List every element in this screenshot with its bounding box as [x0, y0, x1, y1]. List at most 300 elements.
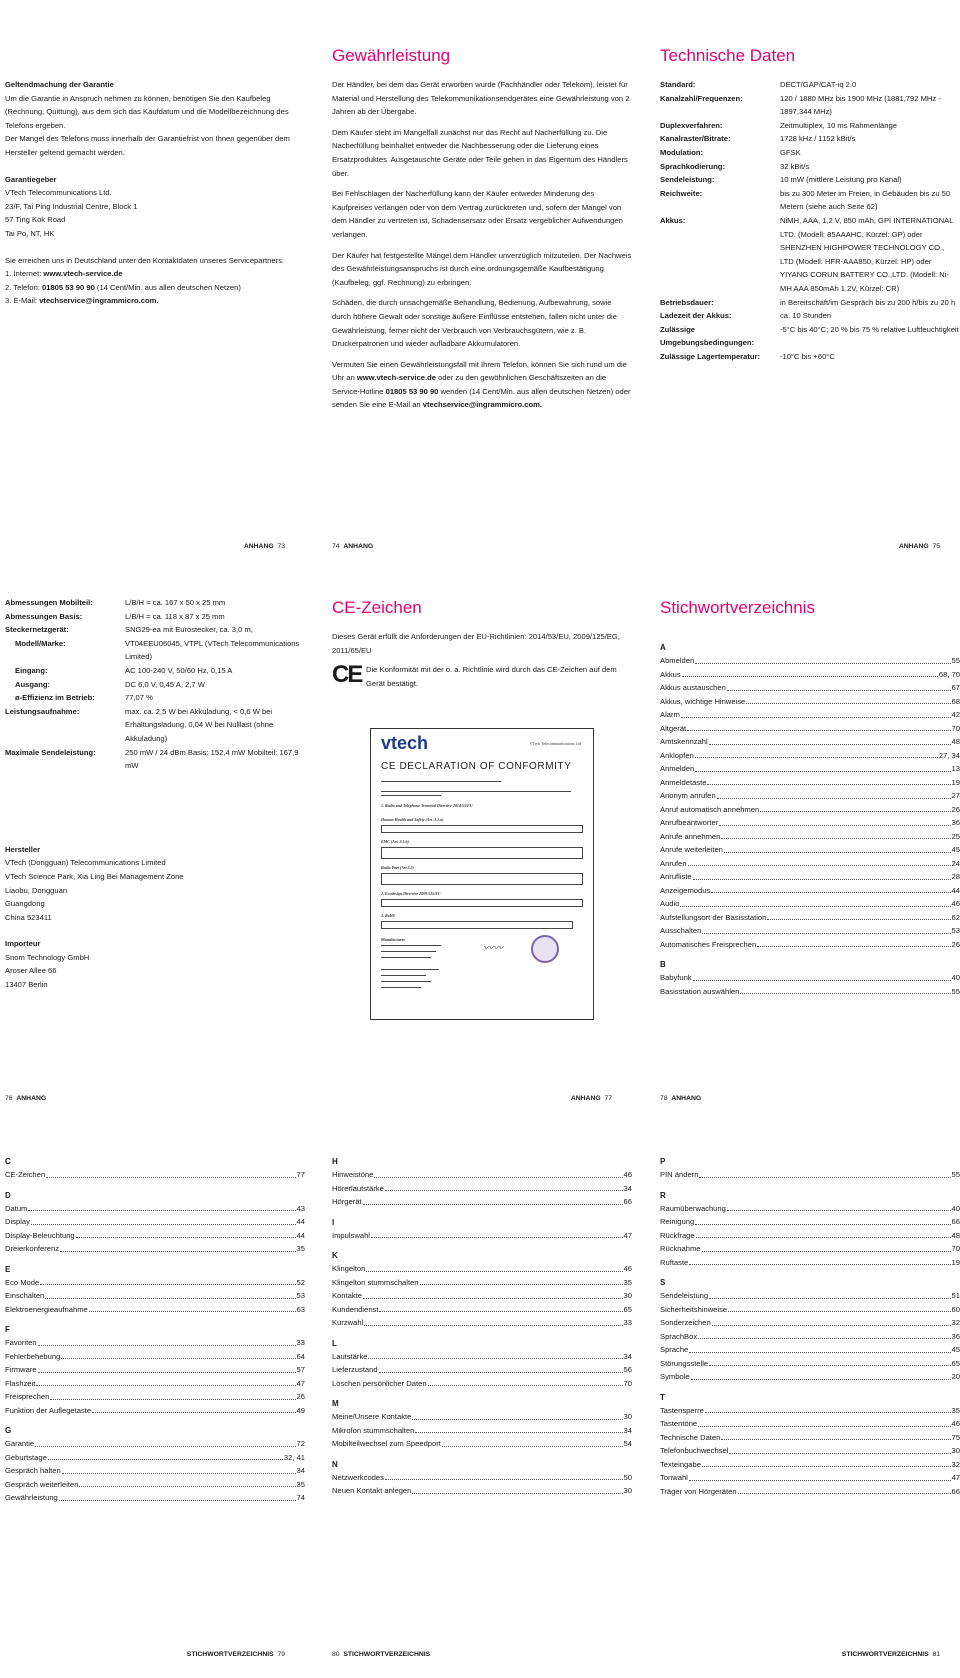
warranty-text-2: Der Mangel des Telefons muss innerhalb der Garantiefrist von Ihnen gegenüber dem Hersteller geltend gemacht werden.	[5, 134, 290, 157]
index-leader	[695, 749, 938, 759]
guarantor-line: 57 Ting Kok Road	[5, 215, 66, 225]
index-leader	[695, 1215, 950, 1225]
index-leader	[38, 1363, 296, 1373]
page-footer: ANHANG 75	[898, 543, 940, 550]
index-term: Geburtstage	[5, 1452, 47, 1462]
spec-label: Akkus:	[660, 215, 686, 225]
service-email-link[interactable]: vtechservice@ingrammicro.com.	[422, 400, 543, 410]
page-footer: 78 ANHANG	[660, 1095, 702, 1102]
index-entry[interactable]	[332, 1316, 632, 1330]
index-entry[interactable]	[332, 1276, 632, 1290]
index-entry[interactable]	[660, 843, 960, 857]
spec-row	[660, 119, 960, 133]
index-page-number: 30	[623, 1412, 632, 1421]
manufacturer-line: Liaobu, Dongguan	[5, 885, 68, 895]
index-entry[interactable]	[5, 1464, 305, 1478]
index-entry[interactable]	[660, 803, 960, 817]
index-entry[interactable]	[660, 911, 960, 925]
index-page-number: 44	[951, 885, 960, 895]
index-letter: C	[5, 1157, 11, 1166]
index-entry[interactable]	[5, 1242, 305, 1256]
index-term: Telefonbuchwechsel	[660, 1446, 729, 1455]
index-letter: P	[660, 1157, 666, 1166]
index-entry[interactable]	[5, 1350, 305, 1364]
index-leader	[374, 1168, 622, 1178]
index-page-number: 30	[623, 1486, 632, 1495]
index-page-number: 34	[623, 1183, 632, 1193]
index-entry[interactable]	[660, 884, 960, 898]
index-entry[interactable]	[660, 1485, 960, 1499]
decl-line	[381, 957, 431, 958]
spec-label: Ladezeit der Akkus:	[660, 311, 732, 321]
index-page-number: 36	[951, 1331, 960, 1341]
index-term: Reinigung	[660, 1217, 695, 1226]
index-leader	[727, 1202, 951, 1212]
decl-line	[381, 791, 571, 792]
index-leader	[719, 816, 950, 826]
signature-icon: 〰〰	[483, 943, 503, 954]
spec-label: Maximale Sendeleistung:	[5, 747, 96, 757]
index-term: Ausschalten	[660, 926, 702, 935]
index-leader	[687, 722, 950, 732]
spec-value: 120 / 1880 MHz bis 1900 MHz (1881,792 MHz - 1897,344 MHz)	[780, 93, 941, 117]
index-term: Sonderzeichen	[660, 1318, 711, 1327]
index-entry[interactable]	[660, 1256, 960, 1270]
index-entry[interactable]	[660, 708, 960, 722]
spec-value: max. ca. 2,5 W bei Akkuladung, < 0,6 W bei Erhaltungsladung, 0,04 W bei Nulllast (ohne Akkuladung)	[125, 706, 274, 743]
spec-label: Ausgang:	[15, 679, 51, 689]
index-leader	[689, 1256, 950, 1266]
index-entry[interactable]	[332, 1289, 632, 1303]
index-letter: L	[332, 1338, 337, 1348]
index-page-number: 46	[951, 899, 960, 908]
index-page-number: 66	[951, 1217, 960, 1226]
index-page-number: 32, 41	[283, 1452, 305, 1462]
index-term: Raumüberwachung	[660, 1203, 726, 1213]
index-entry[interactable]	[660, 749, 960, 763]
conformity-text: Die Konformität mit der o. a. Richtlinie wird durch das CE-Zeichen auf dem Gerät bestätigt.	[366, 665, 617, 688]
index-leader	[689, 1343, 950, 1353]
index-term: Fehlerbehebung	[5, 1351, 61, 1361]
index-page-number: 50	[623, 1472, 632, 1482]
spec-row	[5, 637, 305, 664]
spec-label: Duplexverfahren:	[660, 120, 723, 130]
spec-label: Betriebsdauer:	[660, 297, 714, 307]
index-term: Anruf automatisch annehmen	[660, 804, 760, 814]
service-website-link[interactable]: www.vtech-service.de	[356, 373, 436, 383]
index-term: Babyfunk	[660, 973, 692, 982]
index-entry[interactable]	[660, 789, 960, 803]
service-website-link[interactable]: www.vtech-service.de	[43, 269, 123, 279]
decl-box	[381, 847, 583, 859]
index-term: Hörerlautstärke	[332, 1183, 384, 1193]
index-entry[interactable]	[332, 1262, 632, 1276]
index-term: Meine/Unsere Kontakte	[332, 1412, 412, 1421]
index-term: Basisstation auswählen	[660, 986, 740, 996]
index-list	[332, 1156, 632, 1498]
contact-phone: 2. Telefon: 01805 53 90 90 (14 Cent/Min. aus allen deutschen Netzen)	[5, 282, 241, 292]
decl-section: 2. Ecodesign Directive 2009/125/EC	[381, 891, 441, 896]
index-leader	[680, 897, 950, 907]
index-term: Einschalten	[5, 1291, 45, 1300]
index-page-number: 68, 70	[938, 669, 960, 679]
spec-value: VT04EEU06045, VTPL (VTech Telecommunications Limited)	[125, 638, 300, 662]
tech-data-table	[5, 596, 305, 773]
index-leader	[428, 1377, 623, 1387]
service-email-link[interactable]: vtechservice@ingrammicro.com.	[39, 296, 159, 306]
index-entry[interactable]	[332, 1303, 632, 1317]
index-term: Sprache	[660, 1345, 689, 1354]
index-entry[interactable]	[5, 1363, 305, 1377]
index-entry[interactable]	[5, 1276, 305, 1290]
spec-label: ø-Effizienz im Betrieb:	[15, 693, 95, 703]
index-page-number: 51	[951, 1291, 960, 1300]
index-page-number: 68	[951, 696, 960, 706]
index-term: Klingelton	[332, 1264, 366, 1273]
index-letter: I	[332, 1217, 335, 1227]
index-leader	[79, 1478, 295, 1488]
index-term: Aufstellungsort der Basisstation	[660, 912, 767, 922]
index-leader	[36, 1377, 295, 1387]
index-page-number: 13	[951, 764, 960, 773]
index-entry[interactable]	[332, 1484, 632, 1498]
index-term: Altgerät	[660, 723, 687, 733]
index-entry[interactable]	[332, 1168, 632, 1182]
spec-value: Zeitmultiplex, 10 ms Rahmenlänge	[780, 120, 897, 130]
index-page-number: 36	[951, 818, 960, 827]
index-term: Neuen Kontakt anlegen	[332, 1486, 412, 1495]
spec-row	[660, 323, 960, 350]
index-entry[interactable]	[332, 1410, 632, 1424]
manufacturer-line: VTech (Dongguan) Telecommunications Limited	[5, 858, 166, 868]
spec-value: 1728 kHz / 1152 kBit/s	[780, 134, 856, 144]
index-leader	[709, 1289, 950, 1299]
index-entry[interactable]	[660, 857, 960, 871]
index-term: Dreierkonferenz	[5, 1244, 60, 1253]
index-page-number: 65	[623, 1304, 632, 1314]
index-entry[interactable]	[660, 1404, 960, 1418]
index-entry[interactable]	[660, 1417, 960, 1431]
index-letter: K	[332, 1251, 338, 1260]
index-term: Amtskennzahl	[660, 737, 708, 746]
index-page-number: 62	[951, 912, 960, 922]
index-page-number: 45	[951, 845, 960, 854]
spec-label: Modell/Marke:	[15, 638, 66, 648]
manufacturer-title: Hersteller	[5, 844, 41, 854]
index-entry[interactable]	[332, 1471, 632, 1485]
index-leader	[385, 1182, 623, 1192]
index-entry[interactable]	[332, 1363, 632, 1377]
index-leader	[702, 1458, 951, 1468]
index-entry[interactable]	[660, 1458, 960, 1472]
spec-row	[5, 664, 305, 678]
index-page-number: 34	[623, 1425, 632, 1435]
index-entry[interactable]	[5, 1451, 305, 1465]
decl-line	[381, 951, 436, 952]
index-term: Anklopfen	[660, 750, 694, 760]
tech-data-table	[660, 78, 960, 363]
index-term: Display-Beleuchtung	[5, 1230, 75, 1240]
index-leader	[379, 1363, 623, 1373]
index-term: Sendeleistung	[660, 1291, 709, 1300]
index-leader	[46, 1168, 295, 1178]
index-leader	[727, 681, 951, 691]
index-term: Lieferzustand	[332, 1365, 378, 1374]
spec-row	[660, 350, 960, 364]
index-list	[5, 1156, 305, 1505]
index-term: Mikrofon stummschalten	[332, 1425, 415, 1435]
index-entry[interactable]	[660, 722, 960, 736]
spec-row	[660, 78, 960, 92]
paragraph: Der Käufer hat festgestellte Mängel dem Händler unverzüglich mitzuteilen. Der Nachweis des Gewährleistungsanspruchs ist durch eine ordnungsgemäße Kaufbestätigung (Kaufbeleg, ggf. Rechnung) zu erbringen.	[332, 250, 632, 287]
spec-row	[660, 173, 960, 187]
importer-line: Snom Technology GmbH	[5, 952, 90, 962]
index-page-number: 30	[623, 1291, 632, 1300]
index-entry[interactable]	[660, 654, 960, 668]
index-entry[interactable]	[660, 830, 960, 844]
spec-row	[5, 678, 305, 692]
index-leader	[693, 971, 951, 981]
index-leader	[724, 843, 951, 853]
spec-value: DC 6,0 V, 0,45 A, 2,7 W	[125, 679, 205, 689]
index-leader	[60, 1242, 296, 1252]
index-leader	[721, 830, 950, 840]
index-page-number: 34	[296, 1466, 305, 1475]
index-entry[interactable]	[5, 1491, 305, 1505]
spec-label: Eingang:	[15, 665, 48, 675]
spec-label: Zulässige Lagertemperatur:	[660, 351, 761, 361]
index-leader	[712, 1316, 951, 1326]
page-footer: 80 STICHWORTVERZEICHNIS	[332, 1651, 431, 1658]
index-term: Elektroenergieaufnahme	[5, 1304, 88, 1314]
index-entry[interactable]	[332, 1229, 632, 1243]
spec-row	[660, 92, 960, 119]
index-page-number: 35	[951, 1405, 960, 1415]
spec-label: Kanalzahl/Frequenzen:	[660, 93, 743, 103]
index-page-number: 53	[296, 1291, 305, 1300]
index-entry[interactable]	[660, 1303, 960, 1317]
index-entry[interactable]	[5, 1289, 305, 1303]
page-title: Stichwortverzeichnis	[660, 598, 815, 617]
spec-row	[660, 296, 960, 310]
paragraph: Der Händler, bei dem das Gerät erworben wurde (Fachhändler oder Telekom), leistet für Material und Herstellung des Telekommunikationsendgerätes eine Gewährleistung von 2 Jahren ab der Übergabe.	[332, 80, 630, 117]
index-page-number: 48	[951, 1230, 960, 1240]
page-title: CE-Zeichen	[332, 598, 422, 617]
index-entry[interactable]	[660, 1330, 960, 1344]
index-entry[interactable]	[660, 776, 960, 790]
index-page-number: 44	[296, 1230, 305, 1240]
index-term: CE-Zeichen	[5, 1170, 46, 1179]
index-leader	[728, 1303, 950, 1313]
index-page-number: 47	[951, 1473, 960, 1482]
index-entry[interactable]	[660, 1168, 960, 1182]
index-page-number: 27, 34	[938, 750, 960, 760]
index-entry[interactable]	[5, 1437, 305, 1451]
index-letter: D	[5, 1190, 11, 1200]
index-term: Gespräch weiterleiten	[5, 1479, 79, 1489]
index-entry[interactable]	[5, 1202, 305, 1216]
index-page-number: 64	[296, 1351, 305, 1361]
index-entry[interactable]	[660, 762, 960, 776]
index-page-number: 44	[296, 1217, 305, 1226]
index-page-number: 19	[951, 777, 960, 787]
index-entry[interactable]	[660, 938, 960, 952]
decl-line	[381, 781, 501, 782]
index-term: Akkus, wichtige Hinweise	[660, 696, 746, 706]
index-entry[interactable]	[660, 1215, 960, 1229]
index-entry[interactable]	[660, 870, 960, 884]
index-leader	[92, 1404, 295, 1414]
index-page-number: 27	[951, 791, 960, 800]
index-entry[interactable]	[660, 1202, 960, 1216]
page-footer: ANHANG 77	[570, 1095, 612, 1102]
index-term: Sicherheitshinweise	[660, 1304, 728, 1314]
spec-row	[660, 214, 960, 296]
index-entry[interactable]	[660, 985, 960, 999]
index-entry[interactable]	[660, 897, 960, 911]
warranty-title: Geltendmachung der Garantie	[5, 80, 114, 89]
index-leader	[38, 1336, 296, 1346]
decl-line	[381, 981, 431, 982]
index-page-number: 70	[951, 723, 960, 733]
index-entry[interactable]	[5, 1303, 305, 1317]
warranty-text: Um die Garantie in Anspruch nehmen zu können, benötigen Sie den Kaufbeleg (Rechnung, Quittung), aus dem sich das Kaufdatum und die Modellbezeichnung des Telefons ergeben.	[5, 93, 289, 130]
spec-value: L/B/H = ca. 167 x 50 x 25 mm	[125, 598, 226, 607]
spec-value: AC 100-240 V, 50/60 Hz, 0,15 A	[125, 665, 233, 675]
index-leader	[767, 911, 950, 921]
index-page-number: 60	[951, 1304, 960, 1314]
index-leader	[682, 668, 938, 678]
index-leader	[415, 1424, 622, 1434]
index-letter: A	[660, 643, 666, 652]
ce-text: Dieses Gerät erfüllt die Anforderungen der EU-Richtlinien: 2014/53/EU, 2009/125/EG, 2011/65/EU	[332, 632, 620, 655]
index-entry[interactable]	[660, 681, 960, 695]
spec-value: ca. 10 Stunden	[780, 311, 832, 321]
index-term: Texteingabe	[660, 1459, 701, 1469]
spec-value: GFSK	[780, 147, 801, 157]
index-term: Kontakte	[332, 1291, 362, 1300]
manufacturer-line: China 523411	[5, 912, 52, 922]
index-term: Akkus austauschen	[660, 683, 726, 692]
page-78	[660, 592, 960, 1122]
index-leader	[689, 1471, 951, 1481]
index-entry[interactable]	[5, 1168, 305, 1182]
index-letter: N	[332, 1459, 338, 1469]
spec-value: 32 kBit/s	[780, 161, 810, 171]
index-term: PIN ändern	[660, 1170, 699, 1179]
page-77	[332, 592, 632, 1122]
index-entry[interactable]	[332, 1437, 632, 1451]
guarantor-title: Garantiegeber	[5, 174, 57, 184]
decl-line	[381, 795, 441, 796]
spec-row	[5, 691, 305, 705]
index-leader	[385, 1471, 623, 1481]
index-leader	[707, 776, 950, 786]
index-page-number: 26	[951, 804, 960, 814]
index-term: Alarm	[660, 710, 680, 719]
index-term: Garantie	[5, 1439, 35, 1448]
index-page-number: 40	[951, 973, 960, 982]
index-page-number: 28	[951, 872, 960, 881]
decl-line	[381, 969, 439, 970]
index-entry[interactable]	[660, 1229, 960, 1243]
index-entry[interactable]	[5, 1336, 305, 1350]
index-entry[interactable]	[660, 1471, 960, 1485]
index-entry[interactable]	[332, 1195, 632, 1209]
spec-row	[5, 623, 305, 637]
index-term: Anzeigemodus	[660, 885, 711, 895]
spec-label: Sendeleistung:	[660, 175, 715, 185]
index-term: Rückfrage	[660, 1230, 695, 1240]
index-entry[interactable]	[660, 1343, 960, 1357]
index-leader	[412, 1484, 622, 1494]
index-entry[interactable]	[660, 695, 960, 709]
index-leader	[28, 1202, 295, 1212]
index-entry[interactable]	[332, 1377, 632, 1391]
index-entry[interactable]	[332, 1350, 632, 1364]
index-entry[interactable]	[660, 1444, 960, 1458]
index-entry[interactable]	[660, 1370, 960, 1384]
index-page-number: 25	[951, 831, 960, 841]
index-letter: M	[332, 1399, 339, 1408]
spec-row	[660, 160, 960, 174]
index-term: Anrufe weiterleiten	[660, 845, 723, 854]
index-leader	[729, 1444, 950, 1454]
page-79	[5, 1148, 305, 1678]
decl-line	[381, 945, 441, 946]
guarantor-line: 23/F, Tai Ping Industrial Centre, Block 1	[5, 201, 138, 211]
vtech-logo: vtech	[381, 733, 429, 753]
spec-value: DECT/GAP/CAT-iq 2.0	[780, 80, 857, 89]
index-term: Abmelden	[660, 656, 695, 665]
index-page-number: 67	[951, 683, 960, 692]
index-entry[interactable]	[5, 1404, 305, 1418]
index-letter: R	[660, 1190, 666, 1200]
index-entry[interactable]	[660, 1242, 960, 1256]
index-leader	[363, 1195, 623, 1205]
index-term: Flashzeit	[5, 1378, 36, 1388]
index-term: Anrufbeantworter	[660, 818, 719, 827]
index-entry[interactable]	[332, 1182, 632, 1196]
index-entry[interactable]	[660, 735, 960, 749]
index-entry[interactable]	[5, 1229, 305, 1243]
index-leader	[695, 654, 950, 664]
index-term: Akkus	[660, 669, 681, 679]
index-entry[interactable]	[660, 816, 960, 830]
index-entry[interactable]	[660, 1357, 960, 1371]
index-term: Ruftaste	[660, 1257, 689, 1267]
index-entry[interactable]	[660, 1431, 960, 1445]
index-page-number: 33	[296, 1338, 305, 1347]
index-entry[interactable]	[5, 1478, 305, 1492]
index-entry[interactable]	[660, 924, 960, 938]
index-page-number: 40	[951, 1203, 960, 1213]
index-term: Firmware	[5, 1365, 37, 1374]
index-entry[interactable]	[5, 1377, 305, 1391]
index-entry[interactable]	[5, 1390, 305, 1404]
index-entry[interactable]	[660, 668, 960, 682]
index-leader	[40, 1276, 295, 1286]
index-entry[interactable]	[5, 1215, 305, 1229]
index-entry[interactable]	[660, 1289, 960, 1303]
index-term: Anonym anrufen	[660, 791, 716, 800]
index-term: Gewährleistung	[5, 1493, 58, 1502]
index-entry[interactable]	[660, 1316, 960, 1330]
index-entry[interactable]	[332, 1424, 632, 1438]
index-entry[interactable]	[660, 971, 960, 985]
seal-icon	[531, 935, 559, 963]
decl-section: Radio Part (Art 3.2)	[381, 865, 414, 870]
